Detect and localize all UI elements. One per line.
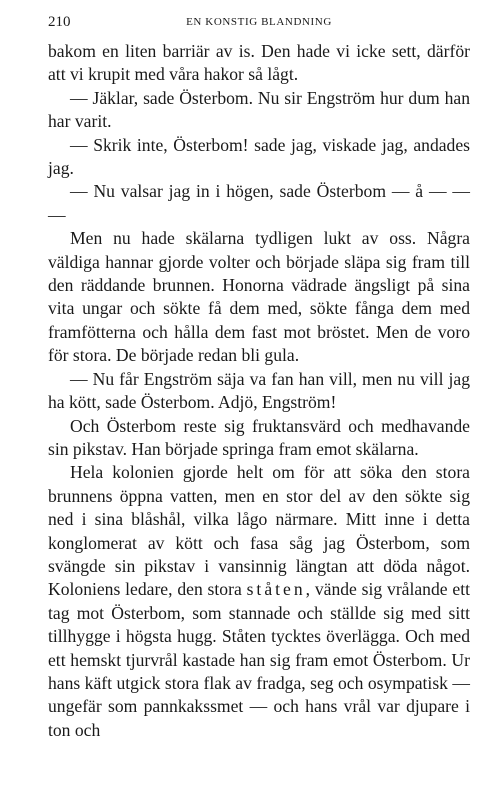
paragraph: Och Österbom reste sig fruktansvärd och medhavande sin pikstav. Han började springa fram emot skälarna.: [48, 415, 470, 459]
paragraph: bakom en liten barriär av is. Den hade vi icke sett, därför att vi krupit med våra hakor så lågt.: [48, 41, 470, 85]
paragraph: — Nu får Engström säja va fan han vill, men nu vill jag ha kött, sade Österbom. Adjö, Engström!: [48, 368, 470, 413]
paragraph: — Jäklar, sade Österbom. Nu sir Engström hur dum han har varit.: [48, 87, 470, 132]
paragraph: [48, 461, 470, 742]
running-title: EN KONSTIG BLANDNING: [186, 16, 332, 28]
page-number: 210: [48, 14, 71, 30]
paragraph: Men nu hade skälarna tydligen lukt av oss. Några väldiga hannar gjorde volter och började släpa sig fram till den räddande brunnen. Honorna vädrade ängsligt på sina vita ungar och sökte få dem med, sökte fånga dem med framfötterna och hålla dem fast mot bröstet. Men de voro för stora. De började redan bli gula.: [48, 228, 470, 366]
paragraph: — Nu valsar jag in i högen, sade Österbom — å — — —: [48, 181, 470, 225]
book-page: [48, 14, 470, 742]
page-header: [48, 14, 470, 36]
paragraph: — Skrik inte, Österbom! sade jag, viskade jag, andades jag.: [48, 134, 470, 179]
text-run: Hela kolonien gjorde helt om för att söka den stora brunnens öppna vatten, men en stor del av den sökte sig ned i sina blåshål, vilka lågo närmare. Mitt inne i detta konglomerat av kött och fasa såg jag Österbom, som svängde sin pikstav i vansinnig längtan att döda något. Koloniens ledare, den stora: [48, 462, 470, 600]
text-run: , vände sig vrålande ett tag mot Österbom, som stannade och ställde sig med sitt tillhygge i högsta hugg. Ståten tycktes överlägga. Och med ett hemskt tjurvrål kastade han sig fram emot Österbom. Ur hans käft utgick stora flak av fradga, seg och osympatisk — ungefär som pannkakssmet — och hans vrål var djupare i ton och: [48, 579, 470, 740]
spaced-word: ståten: [246, 579, 306, 600]
body-text: [48, 40, 470, 742]
